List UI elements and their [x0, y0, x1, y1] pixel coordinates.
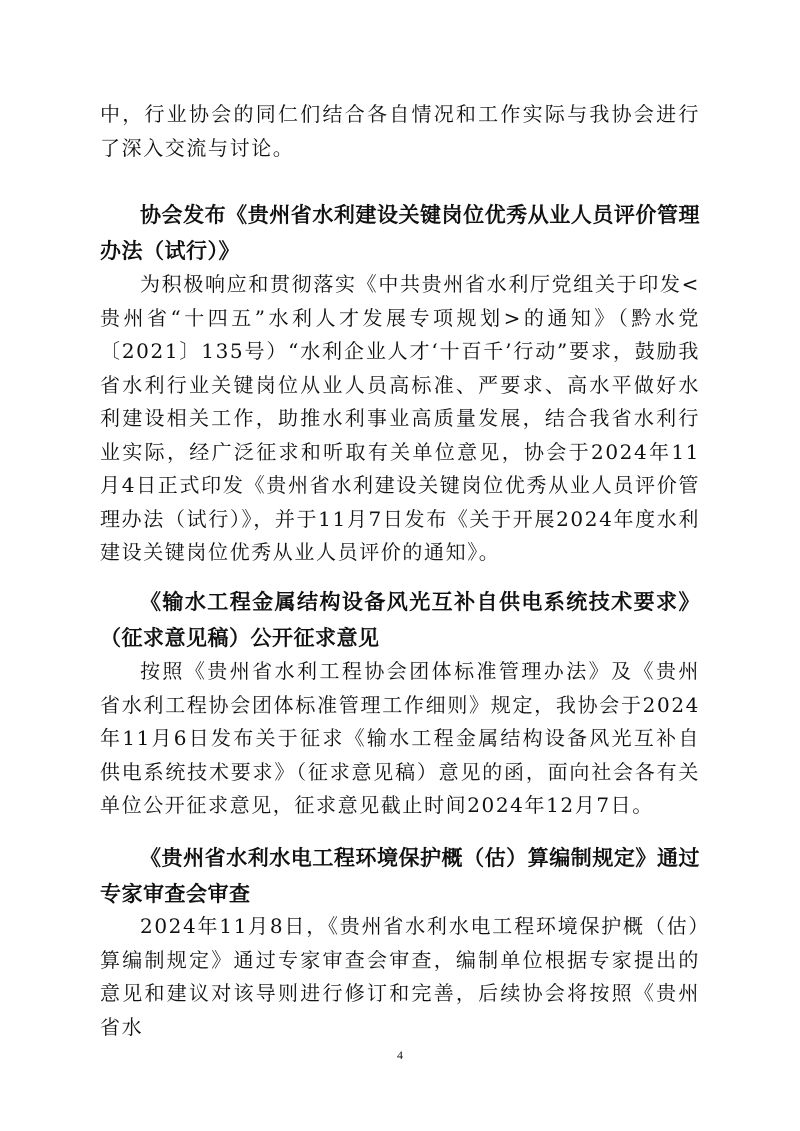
section-3-heading: 《贵州省水利水电工程环境保护概（估）算编制规定》通过专家审查会审查 [100, 845, 700, 906]
page-number: 4 [397, 1048, 403, 1062]
intro-paragraph: 中，行业协会的同仁们结合各自情况和工作实际与我协会进行了深入交流与讨论。 [100, 102, 700, 160]
section-2-body: 按照《贵州省水利工程协会团体标准管理办法》及《贵州省水利工程协会团体标准管理工作细则》规定，我协会于2024年11月6日发布关于征求《输水工程金属结构设备风光互补自供电系统技术要求》（征求意见稿）意见的函，面向社会各有关单位公开征求意见，征求意见截止时间2024年12月7日。 [100, 659, 700, 817]
section-3-body: 2024年11月8日，《贵州省水利水电工程环境保护概（估）算编制规定》通过专家审查会审查，编制单位根据专家提出的意见和建议对该导则进行修订和完善，后续协会将按照《贵州省水 [100, 914, 700, 1039]
section-2-heading: 《输水工程金属结构设备风光互补自供电系统技术要求》（征求意见稿）公开征求意见 [100, 589, 700, 650]
section-1-heading: 协会发布《贵州省水利建设关键岗位优秀从业人员评价管理办法（试行）》 [100, 202, 700, 263]
section-1-body: 为积极响应和贯彻落实《中共贵州省水利厅党组关于印发<贵州省“十四五”水利人才发展专项规划>的通知》（黔水党〔2021〕135号）“水利企业人才‘十百千’行动”要求，鼓励我省水利行业关键岗位从业人员高标准、严要求、高水平做好水利建设相关工作，助推水利事业高质量发展，结合我省水利行业实际，经广泛征求和听取有关单位意见，协会于2024年11月4日正式印发《贵州省水利建设关键岗位优秀从业人员评价管理办法（试行）》，并于11月7日发布《关于开展2024年度水利建设关键岗位优秀从业人员评价的通知》。 [100, 272, 700, 564]
